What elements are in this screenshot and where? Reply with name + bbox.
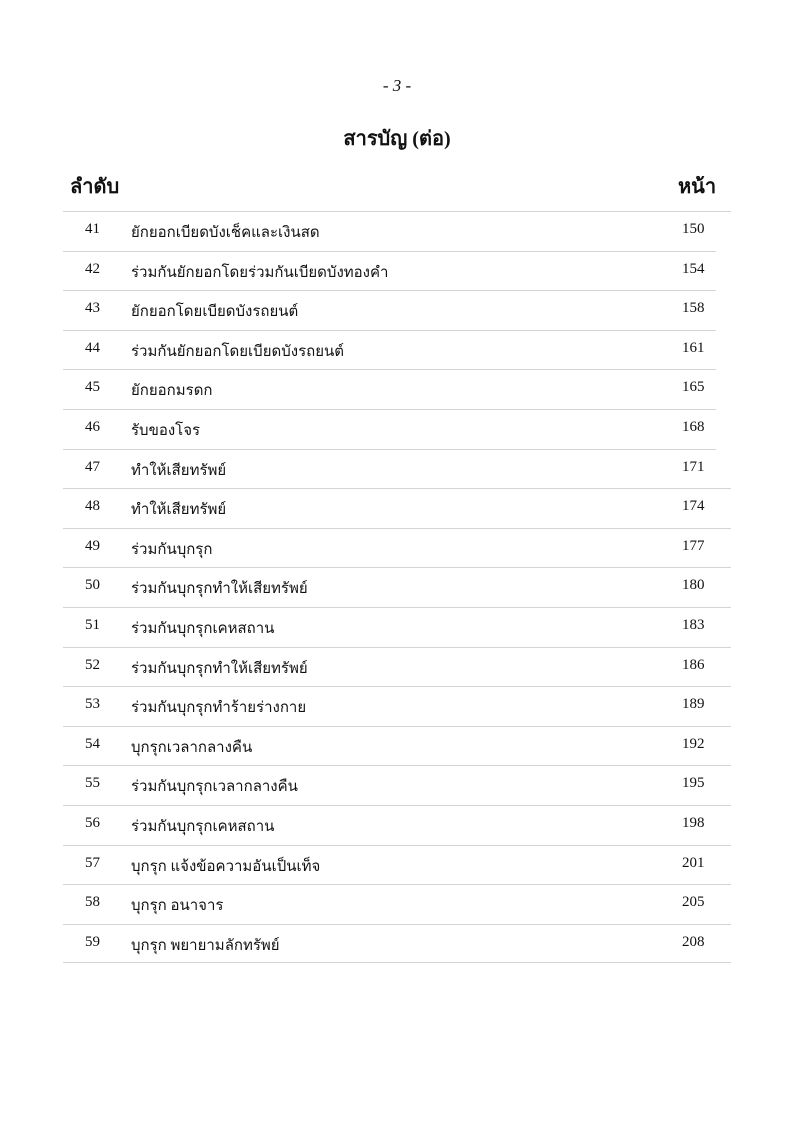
entry-title: บุกรุก แจ้งข้อความอันเป็นเท็จ bbox=[131, 858, 321, 875]
entry-page: 171 bbox=[682, 458, 705, 475]
entry-title: ทำให้เสียทรัพย์ bbox=[131, 502, 227, 519]
toc-row bbox=[63, 211, 731, 251]
entry-title: ร่วมกันยักยอกโดยร่วมกันเบียดบังทองคำ bbox=[131, 264, 389, 281]
entry-number: 49 bbox=[85, 537, 100, 554]
entry-title: ร่วมกันบุกรุกทำร้ายร่างกาย bbox=[131, 700, 307, 717]
entry-number: 46 bbox=[85, 418, 100, 435]
entry-page: 205 bbox=[682, 894, 705, 911]
entry-page: 208 bbox=[682, 933, 705, 950]
entry-title: ยักยอกโดยเบียดบังรถยนต์ bbox=[131, 304, 299, 321]
entry-title: บุกรุกเวลากลางคืน bbox=[131, 739, 253, 756]
entry-page: 158 bbox=[682, 300, 705, 317]
entry-page: 177 bbox=[682, 537, 705, 554]
toc-row bbox=[63, 290, 716, 330]
entry-page: 189 bbox=[682, 696, 705, 713]
toc-row bbox=[63, 805, 731, 845]
entry-title: ร่วมกันบุกรุกเวลากลางคืน bbox=[131, 779, 298, 796]
entry-page: 201 bbox=[682, 854, 705, 871]
entry-number: 57 bbox=[85, 854, 100, 871]
toc-row bbox=[63, 845, 731, 885]
toc-row bbox=[63, 607, 731, 647]
entry-title: ยักยอกเบียดบังเช็คและเงินสด bbox=[131, 225, 320, 241]
toc-row bbox=[63, 369, 716, 409]
toc-row bbox=[63, 884, 731, 924]
entry-number: 51 bbox=[85, 616, 100, 633]
entry-number: 50 bbox=[85, 577, 100, 594]
entry-number: 48 bbox=[85, 498, 100, 515]
entry-title: ร่วมกันบุกรุกเคหสถาน bbox=[131, 818, 275, 835]
toc-row bbox=[63, 528, 731, 568]
toc-row bbox=[63, 251, 716, 291]
table-of-contents bbox=[63, 211, 731, 963]
entry-number: 56 bbox=[85, 814, 100, 831]
toc-row bbox=[63, 765, 731, 805]
entry-page: 168 bbox=[682, 418, 705, 435]
entry-number: 53 bbox=[85, 696, 100, 713]
column-header-order: ลำดับ bbox=[70, 176, 120, 198]
entry-page: 198 bbox=[682, 814, 705, 831]
entry-number: 52 bbox=[85, 656, 100, 673]
entry-number: 45 bbox=[85, 379, 100, 396]
entry-page: 161 bbox=[682, 339, 705, 356]
entry-number: 59 bbox=[85, 933, 100, 950]
entry-number: 55 bbox=[85, 775, 100, 792]
entry-title: ร่วมกันบุกรุกทำให้เสียทรัพย์ bbox=[131, 581, 308, 598]
toc-row bbox=[63, 449, 716, 489]
entry-number: 41 bbox=[85, 221, 100, 237]
entry-page: 154 bbox=[682, 260, 705, 277]
page-number: - 3 - bbox=[382, 76, 412, 95]
entry-number: 42 bbox=[85, 260, 100, 277]
entry-title: ร่วมกันบุกรุกทำให้เสียทรัพย์ bbox=[131, 660, 308, 677]
page-title: สารบัญ (ต่อ) bbox=[343, 128, 451, 150]
entry-title: ร่วมกันบุกรุก bbox=[131, 541, 213, 558]
entry-number: 44 bbox=[85, 339, 100, 356]
entry-title: ยักยอกมรดก bbox=[131, 383, 213, 400]
entry-page: 183 bbox=[682, 616, 705, 633]
toc-row bbox=[63, 924, 731, 964]
entry-page: 186 bbox=[682, 656, 705, 673]
entry-number: 47 bbox=[85, 458, 100, 475]
entry-page: 180 bbox=[682, 577, 705, 594]
toc-row bbox=[63, 488, 731, 528]
toc-row bbox=[63, 330, 716, 370]
entry-page: 192 bbox=[682, 735, 705, 752]
entry-title: ร่วมกันบุกรุกเคหสถาน bbox=[131, 620, 275, 637]
entry-number: 58 bbox=[85, 894, 100, 911]
toc-row bbox=[63, 726, 731, 766]
entry-title: ร่วมกันยักยอกโดยเบียดบังรถยนต์ bbox=[131, 343, 344, 360]
entry-title: ทำให้เสียทรัพย์ bbox=[131, 462, 227, 479]
entry-page: 195 bbox=[682, 775, 705, 792]
toc-row bbox=[63, 567, 731, 607]
entry-title: รับของโจร bbox=[131, 422, 201, 439]
entry-number: 54 bbox=[85, 735, 100, 752]
entry-page: 150 bbox=[682, 221, 705, 237]
entry-page: 174 bbox=[682, 498, 705, 515]
entry-title: บุกรุก อนาจาร bbox=[131, 898, 224, 915]
toc-row bbox=[63, 647, 731, 687]
entry-page: 165 bbox=[682, 379, 705, 396]
toc-row bbox=[63, 686, 731, 726]
entry-title: บุกรุก พยายามลักทรัพย์ bbox=[131, 937, 280, 954]
entry-number: 43 bbox=[85, 300, 100, 317]
column-header-page: หน้า bbox=[678, 176, 717, 198]
toc-row bbox=[63, 409, 716, 449]
